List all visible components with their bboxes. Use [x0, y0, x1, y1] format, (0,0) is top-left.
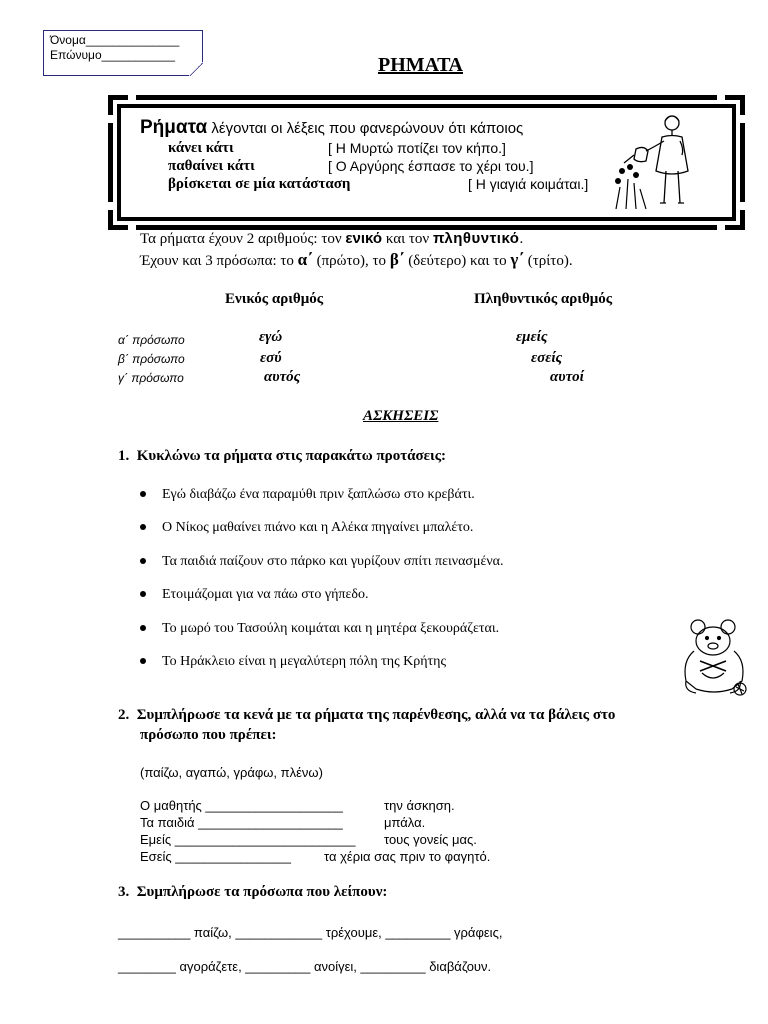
definition-text: λέγονται οι λέξεις που φανερώνουν ότι κάποιος [207, 120, 524, 137]
definition-row-term: κάνει κάτι [168, 140, 234, 156]
fill-in-sentence[interactable] [140, 832, 355, 847]
column-header-singular: Ενικός αριθμός [225, 291, 324, 307]
list-item [140, 621, 499, 637]
pronoun-plural: εμείς [516, 329, 548, 345]
pronoun-plural: εσείς [531, 350, 563, 366]
exercise-number: 1. [118, 448, 130, 464]
sentence-text: Ετοιμάζομαι για να πάω στο γήπεδο. [162, 587, 369, 602]
sentence-start: Τα παιδιά ____________________ [140, 815, 343, 830]
intro-line-persons [140, 250, 573, 270]
exercise-3-prompt [118, 884, 387, 901]
intro-term-second: β΄ [389, 250, 405, 269]
exercise-2-prompt-continued: πρόσωπο που πρέπει: [140, 727, 277, 743]
exercises-heading: ΑΣΚΗΣΕΙΣ [363, 408, 439, 424]
list-item [140, 554, 504, 570]
intro-term-first: α΄ [297, 250, 313, 269]
definition-row [168, 158, 255, 175]
sentence-text: Ο Νίκος μαθαίνει πιάνο και η Αλέκα πηγαίνει μπαλέτο. [162, 520, 474, 535]
exercise-2-prompt [118, 707, 615, 724]
sentence-start: Εσείς ________________ [140, 849, 291, 864]
sentence-end: τους γονείς μας. [384, 832, 477, 847]
sentence-text: Το μωρό του Τασούλη κοιμάται και η μητέρα ξεκουράζεται. [162, 621, 500, 636]
bullet-icon [140, 625, 146, 631]
surname-line[interactable]: Επώνυμο___________ [50, 48, 176, 62]
sentence-text: Τα παιδιά παίζουν στο πάρκο και γυρίζουν σπίτι πεινασμένα. [162, 554, 504, 569]
sentence-start: Εμείς _________________________ [140, 832, 356, 847]
sentence-text: Εγώ διαβάζω ένα παραμύθι πριν ξαπλώσω στο κρεβάτι. [162, 487, 475, 502]
definition-row-term: βρίσκεται σε μία κατάσταση [168, 176, 351, 192]
verb-list: (παίζω, αγαπώ, γράφω, πλένω) [140, 765, 323, 780]
sentence-text: Το Ηράκλειο είναι η μεγαλύτερη πόλη της Κρήτης [162, 654, 447, 669]
person-label: α΄ πρόσωπο [118, 333, 185, 347]
definition-lead [140, 117, 523, 139]
definition-row-example: [ Η γιαγιά κοιμάται.] [468, 176, 589, 192]
bullet-icon [140, 558, 146, 564]
intro-text: (τρίτο). [524, 253, 573, 269]
definition-row-example: [ Ο Αργύρης έσπασε το χέρι του.] [328, 158, 534, 174]
sentence-end: τα χέρια σας πριν το φαγητό. [324, 849, 491, 864]
name-line[interactable]: Όνομα______________ [50, 33, 180, 47]
page-title: ΡΗΜΑΤΑ [378, 54, 463, 76]
bullet-icon [140, 658, 146, 664]
exercise-prompt: Συμπλήρωσε τα κενά με τα ρήματα της παρένθεσης, αλλά να τα βάλεις στο [136, 707, 616, 723]
intro-line-numbers [140, 230, 523, 248]
intro-text: (πρώτο), το [312, 253, 390, 269]
list-item [140, 520, 473, 536]
pronoun-singular: εσύ [260, 350, 282, 366]
intro-text: (δεύτερο) και το [404, 253, 511, 269]
fill-in-sentence[interactable] [140, 815, 343, 830]
fill-in-sentence[interactable] [140, 798, 343, 813]
exercise-prompt: Κυκλώνω τα ρήματα στις παρακάτω προτάσεις: [136, 448, 447, 464]
bullet-icon [140, 491, 146, 497]
exercise-number: 2. [118, 707, 130, 723]
fill-in-sentence[interactable] [140, 849, 291, 864]
bullet-icon [140, 591, 146, 597]
fill-in-line[interactable]: ________ αγοράζετε, _________ ανοίγει, _________ διαβάζουν. [118, 959, 492, 974]
pronoun-singular: εγώ [259, 329, 283, 345]
pronoun-singular: αυτός [264, 369, 301, 385]
exercise-1-prompt [118, 448, 446, 465]
intro-text: και τον [382, 231, 433, 247]
intro-term-plural: πληθυντικό [432, 230, 520, 247]
definition-box [128, 109, 726, 212]
intro-text: . [519, 231, 524, 247]
bullet-icon [140, 524, 146, 530]
intro-text: Τα ρήματα έχουν 2 αριθμούς: τον [140, 231, 346, 247]
teddy-bear-knitting-illustration [680, 617, 750, 697]
sentence-end: μπάλα. [384, 815, 426, 830]
name-box [43, 30, 203, 76]
sentence-start: Ο μαθητής ___________________ [140, 798, 343, 813]
definition-row-term: παθαίνει κάτι [168, 158, 255, 174]
list-item [140, 487, 475, 503]
list-item [140, 587, 368, 603]
page-curl [189, 62, 203, 76]
sentence-end: την άσκηση. [384, 798, 455, 813]
definition-row-example: [ Η Μυρτώ ποτίζει τον κήπο.] [328, 140, 506, 156]
fill-in-line[interactable]: __________ παίζω, ____________ τρέχουμε, _________ γράφεις, [118, 925, 503, 940]
column-header-plural: Πληθυντικός αριθμός [474, 291, 613, 307]
girl-watering-plants-illustration [606, 109, 716, 212]
intro-text: Έχουν και 3 πρόσωπα: το [140, 253, 298, 269]
person-label: β΄ πρόσωπο [118, 352, 185, 366]
list-item [140, 654, 446, 670]
intro-term-third: γ΄ [510, 250, 525, 269]
definition-row [168, 176, 350, 193]
definition-term: Ρήματα [140, 117, 208, 138]
intro-term-singular: ενικό [345, 230, 383, 247]
pronoun-plural: αυτοί [550, 369, 584, 385]
definition-row [168, 140, 234, 157]
person-label: γ΄ πρόσωπο [118, 371, 184, 385]
exercise-prompt: Συμπλήρωσε τα πρόσωπα που λείπουν: [136, 884, 388, 900]
exercise-number: 3. [118, 884, 130, 900]
